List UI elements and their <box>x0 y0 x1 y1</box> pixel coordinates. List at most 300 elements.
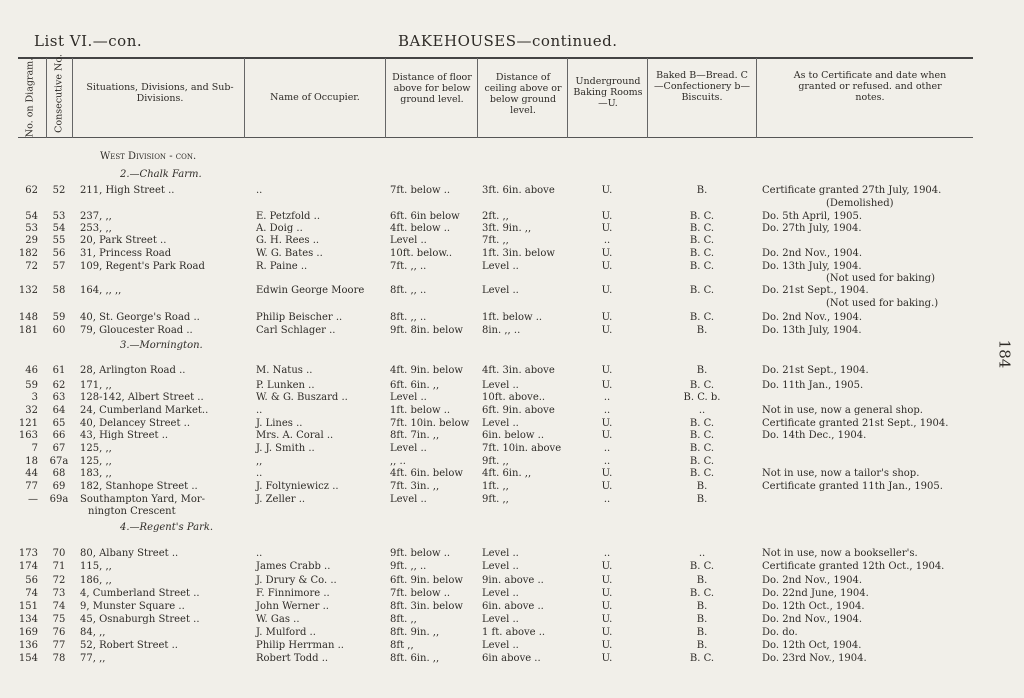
table-row <box>0 640 1024 653</box>
cell-diagram-no: 169 <box>18 627 38 638</box>
cell-underground: U. <box>601 575 613 586</box>
table-row <box>0 169 1024 182</box>
cell-baked: B. <box>696 575 708 586</box>
cell-ceiling-distance: Level .. <box>482 418 519 429</box>
cell-underground: U. <box>601 588 613 599</box>
cell-ceiling-distance: 9ft. ,, <box>482 494 509 505</box>
cell-diagram-no: 132 <box>18 285 38 296</box>
col-header-certificate: As to Certificate and date when granted or refused. and other notes. <box>793 70 947 103</box>
cell-diagram-no: 174 <box>18 561 38 572</box>
cell-ceiling-distance: Level .. <box>482 380 519 391</box>
cell-floor-distance: Level .. <box>390 443 427 454</box>
cell-diagram-no: 134 <box>18 614 38 625</box>
cell-diagram-no: 77 <box>25 481 38 492</box>
cell-certificate: Do. do. <box>762 627 798 638</box>
cell-floor-distance: 9ft. below .. <box>390 548 451 559</box>
cell-occupier: Mrs. A. Coral .. <box>256 430 334 441</box>
cell-baked: B. C. <box>689 443 715 454</box>
cell-certificate: Certificate granted 11th Jan., 1905. <box>762 481 943 492</box>
cell-underground: U. <box>601 430 613 441</box>
cell-diagram-no: 32 <box>25 405 38 416</box>
cell-occupier: .. <box>256 548 263 559</box>
table-row <box>0 298 1024 311</box>
table-row <box>0 443 1024 456</box>
table-row <box>0 506 1024 519</box>
table-row <box>0 285 1024 298</box>
cell-certificate: Do. 13th July, 1904. <box>762 261 862 272</box>
cell-underground: U. <box>601 248 613 259</box>
cell-occupier: John Werner .. <box>256 601 329 612</box>
cell-diagram-no: 59 <box>25 380 38 391</box>
cell-occupier: J. Zeller .. <box>256 494 306 505</box>
cell-occupier: A. Doig .. <box>256 223 303 234</box>
cell-ceiling-distance: Level .. <box>482 285 519 296</box>
cell-consecutive-no: 66 <box>52 430 66 441</box>
cell-baked: B. <box>696 481 708 492</box>
cell-baked: B. C. <box>689 653 715 664</box>
cell-consecutive-no: 55 <box>52 235 66 246</box>
cell-diagram-no: 3 <box>31 392 38 403</box>
cell-diagram-no: 181 <box>18 325 38 336</box>
cell-diagram-no: 74 <box>25 588 38 599</box>
cell-ceiling-distance: 6in above .. <box>482 653 541 664</box>
table-row <box>0 151 1024 164</box>
cell-ceiling-distance: 9ft. ,, <box>482 456 509 467</box>
cell-underground: .. <box>603 405 611 416</box>
cell-certificate: Do. 5th April, 1905. <box>762 211 863 222</box>
cell-occupier: M. Natus .. <box>256 365 313 376</box>
cell-consecutive-no: 70 <box>52 548 66 559</box>
cell-diagram-no: 136 <box>18 640 38 651</box>
cell-ceiling-distance: 4ft. 3in. above <box>482 365 555 376</box>
cell-underground: U. <box>601 601 613 612</box>
table-row <box>0 198 1024 211</box>
cell-occupier: James Crabb .. <box>256 561 331 572</box>
cell-floor-distance: 7ft. 3in. ,, <box>390 481 440 492</box>
cell-situation: 77, ,, <box>80 653 106 664</box>
cell-diagram-no: 62 <box>25 185 38 196</box>
cell-ceiling-distance: 6in. above .. <box>482 601 544 612</box>
cell-floor-distance: 10ft. below.. <box>390 248 453 259</box>
cell-certificate: Do. 2nd Nov., 1904. <box>762 248 862 259</box>
table-row <box>0 405 1024 418</box>
cell-diagram-no: 7 <box>31 443 38 454</box>
table-row <box>0 601 1024 614</box>
cell-situation: 9, Munster Square .. <box>80 601 185 612</box>
cell-floor-distance: 6ft. 6in. ,, <box>390 380 440 391</box>
cell-baked: B. C. <box>689 468 715 479</box>
cell-baked: B. C. <box>689 430 715 441</box>
cell-situation: 186, ,, <box>80 575 112 586</box>
cell-consecutive-no: 59 <box>52 312 66 323</box>
cell-ceiling-distance: 6ft. 9in. above <box>482 405 555 416</box>
cell-occupier: Robert Todd .. <box>256 653 329 664</box>
cell-underground: U. <box>601 481 613 492</box>
cell-floor-distance: Level .. <box>390 235 427 246</box>
table-row <box>0 392 1024 405</box>
cell-certificate: Certificate granted 12th Oct., 1904. <box>762 561 945 572</box>
cell-underground: U. <box>601 325 613 336</box>
cell-floor-distance: 9ft. 8in. below <box>390 325 463 336</box>
cell-situation: 31, Princess Road <box>80 248 172 259</box>
cell-diagram-no: 173 <box>18 548 38 559</box>
cell-situation: Southampton Yard, Mor- <box>80 494 206 505</box>
cell-certificate: Do. 11th Jan., 1905. <box>762 380 864 391</box>
cell-ceiling-distance: 7ft. 10in. above <box>482 443 562 454</box>
cell-occupier: J. Lines .. <box>256 418 303 429</box>
cell-occupier: Philip Herrman .. <box>256 640 344 651</box>
cell-diagram-no: 121 <box>18 418 38 429</box>
cell-floor-distance: 8ft. 9in. ,, <box>390 627 440 638</box>
cell-underground: .. <box>603 443 611 454</box>
cell-floor-distance: Level .. <box>390 494 427 505</box>
cell-baked: B. C. <box>689 380 715 391</box>
cell-ceiling-distance: 3ft. 9in. ,, <box>482 223 532 234</box>
cell-ceiling-distance: 6in. below .. <box>482 430 544 441</box>
cell-ceiling-distance: 10ft. above.. <box>482 392 546 403</box>
cell-consecutive-no: 65 <box>52 418 66 429</box>
cell-occupier: .. <box>256 468 263 479</box>
cell-certificate: Certificate granted 21st Sept., 1904. <box>762 418 949 429</box>
col-header-situation: Situations, Divisions, and Sub-Divisions. <box>86 82 234 104</box>
cell-baked: B. C. <box>689 261 715 272</box>
cell-diagram-no: 44 <box>25 468 38 479</box>
cell-baked: B. C. <box>689 223 715 234</box>
cell-occupier: W. & G. Buszard .. <box>256 392 348 403</box>
table-row <box>0 468 1024 481</box>
cell-situation: 183, ,, <box>80 468 112 479</box>
col-header-floor-distance: Distance of floor above for below ground level. <box>392 72 472 105</box>
cell-floor-distance: 8ft. 3in. below <box>390 601 463 612</box>
cell-ceiling-distance: 3ft. 6in. above <box>482 185 555 196</box>
cell-situation: 43, High Street .. <box>80 430 169 441</box>
cell-underground: .. <box>603 548 611 559</box>
cell-certificate: Do. 2nd Nov., 1904. <box>762 575 862 586</box>
cell-baked: B. C. <box>689 235 715 246</box>
table-row <box>0 653 1024 666</box>
cell-baked: B. C. <box>689 418 715 429</box>
page-number: 184 <box>995 339 1014 369</box>
cell-diagram-no: 29 <box>25 235 38 246</box>
cell-certificate: Not in use, now a general shop. <box>762 405 923 416</box>
cell-ceiling-distance: Level .. <box>482 261 519 272</box>
cell-certificate: Certificate granted 27th July, 1904. <box>762 185 942 196</box>
cell-situation: 182, Stanhope Street .. <box>80 481 198 492</box>
cell-baked: B. C. <box>689 312 715 323</box>
cell-baked: B. <box>696 185 708 196</box>
col-header-occupier: Name of Occupier. <box>270 92 360 103</box>
cell-underground: U. <box>601 185 613 196</box>
cell-floor-distance: 6ft. 6in below <box>390 211 460 222</box>
col-header-consecutive-no: Consecutive No. <box>53 54 65 133</box>
cell-ceiling-distance: Level .. <box>482 614 519 625</box>
cell-consecutive-no: 67 <box>52 443 66 454</box>
cell-situation: 115, ,, <box>80 561 112 572</box>
cell-diagram-no: 151 <box>18 601 38 612</box>
cell-consecutive-no: 67a <box>49 456 69 467</box>
cell-consecutive-no: 77 <box>52 640 66 651</box>
cell-diagram-no: 18 <box>25 456 38 467</box>
cell-floor-distance: 7ft. ,, .. <box>390 261 427 272</box>
cell-consecutive-no: 62 <box>52 380 66 391</box>
table-row <box>0 235 1024 248</box>
cell-consecutive-no: 54 <box>52 223 66 234</box>
cell-underground: U. <box>601 223 613 234</box>
cell-occupier: W. Gas .. <box>256 614 300 625</box>
cell-ceiling-distance: Level .. <box>482 640 519 651</box>
cell-underground: .. <box>603 235 611 246</box>
cell-floor-distance: 8ft. ,, .. <box>390 285 427 296</box>
cell-baked: B. <box>696 325 708 336</box>
cell-consecutive-no: 52 <box>52 185 66 196</box>
cell-underground: U. <box>601 261 613 272</box>
cell-underground: U. <box>601 561 613 572</box>
cell-underground: U. <box>601 468 613 479</box>
cell-floor-distance: 7ft. 10in. below <box>390 418 470 429</box>
cell-consecutive-no: 68 <box>52 468 66 479</box>
table-row <box>0 614 1024 627</box>
cell-floor-distance: 7ft. below .. <box>390 588 451 599</box>
cell-diagram-no: 53 <box>25 223 38 234</box>
cell-situation: 24, Cumberland Market.. <box>80 405 209 416</box>
cell-baked: B. C. <box>689 211 715 222</box>
cell-ceiling-distance: 8in. ,, .. <box>482 325 521 336</box>
cell-consecutive-no: 71 <box>52 561 66 572</box>
cell-ceiling-distance: 7ft. ,, <box>482 235 509 246</box>
cell-occupier: F. Finnimore .. <box>256 588 330 599</box>
cell-baked: B. <box>696 614 708 625</box>
cell-situation: 164, ,, ,, <box>80 285 122 296</box>
table-row <box>0 548 1024 561</box>
cell-consecutive-no: 69 <box>52 481 66 492</box>
cell-occupier: P. Lunken .. <box>256 380 315 391</box>
cell-underground: U. <box>601 640 613 651</box>
cell-certificate: Not in use, now a tailor's shop. <box>762 468 920 479</box>
table-row <box>0 365 1024 378</box>
cell-baked: B. <box>696 627 708 638</box>
cell-occupier: .. <box>256 185 263 196</box>
cell-floor-distance: 1ft. below .. <box>390 405 451 416</box>
col-header-baked: Baked B—Bread. C—Confectionery b—Biscuits. <box>654 70 750 103</box>
cell-situation: 28, Arlington Road .. <box>80 365 186 376</box>
cell-occupier: .. <box>256 405 263 416</box>
cell-consecutive-no: 69a <box>49 494 69 505</box>
cell-certificate: Do. 23rd Nov., 1904. <box>762 653 867 664</box>
cell-underground: .. <box>603 456 611 467</box>
table-row <box>0 340 1024 353</box>
cell-diagram-no: 56 <box>25 575 38 586</box>
cell-floor-distance: Level .. <box>390 392 427 403</box>
cell-consecutive-no: 63 <box>52 392 66 403</box>
table-row <box>0 481 1024 494</box>
cell-baked: B. C. <box>689 456 715 467</box>
cell-ceiling-distance: 9in. above .. <box>482 575 544 586</box>
cell-certificate: Do. 13th July, 1904. <box>762 325 862 336</box>
cell-consecutive-no: 57 <box>52 261 66 272</box>
cell-situation: 171, ,, <box>80 380 112 391</box>
cell-diagram-no: 148 <box>18 312 38 323</box>
cell-floor-distance: 7ft. below .. <box>390 185 451 196</box>
cell-consecutive-no: 60 <box>52 325 66 336</box>
cell-ceiling-distance: Level .. <box>482 548 519 559</box>
cell-floor-distance: 8ft. ,, .. <box>390 312 427 323</box>
cell-occupier: Carl Schlager .. <box>256 325 336 336</box>
cell-underground: U. <box>601 627 613 638</box>
cell-diagram-no: 54 <box>25 211 38 222</box>
table-row <box>0 522 1024 535</box>
page-title: BAKEHOUSES—continued. <box>398 32 618 50</box>
cell-ceiling-distance: 2ft. ,, <box>482 211 509 222</box>
cell-occupier: W. G. Bates .. <box>256 248 323 259</box>
cell-occupier: ,, <box>256 456 263 467</box>
cell-baked: B. <box>696 365 708 376</box>
table-row <box>0 575 1024 588</box>
cell-underground: U. <box>601 211 613 222</box>
table-row <box>0 627 1024 640</box>
cell-underground: U. <box>601 653 613 664</box>
cell-underground: U. <box>601 418 613 429</box>
cell-situation: 80, Albany Street .. <box>80 548 179 559</box>
cell-floor-distance: 8ft. ,, <box>390 614 417 625</box>
cell-situation: 109, Regent's Park Road <box>80 261 205 272</box>
cell-diagram-no: 72 <box>25 261 38 272</box>
cell-occupier: Philip Beischer .. <box>256 312 343 323</box>
cell-situation: 128-142, Albert Street .. <box>80 392 204 403</box>
cell-certificate: Do. 2nd Nov., 1904. <box>762 312 862 323</box>
cell-certificate: Do. 2nd Nov., 1904. <box>762 614 862 625</box>
cell-certificate-note: (Not used for baking) <box>826 273 935 284</box>
cell-floor-distance: 6ft. 9in. below <box>390 575 463 586</box>
cell-baked: B. <box>696 494 708 505</box>
subsection-heading: 3.—Mornington. <box>120 340 203 351</box>
cell-situation: 211, High Street .. <box>80 185 175 196</box>
cell-certificate: Do. 21st Sept., 1904. <box>762 365 869 376</box>
cell-certificate: Do. 22nd June, 1904. <box>762 588 869 599</box>
cell-underground: U. <box>601 285 613 296</box>
cell-situation: 253, ,, <box>80 223 112 234</box>
cell-situation: 52, Robert Street .. <box>80 640 178 651</box>
cell-floor-distance: 8ft. 7in. ,, <box>390 430 440 441</box>
cell-underground: U. <box>601 380 613 391</box>
table-row <box>0 185 1024 198</box>
cell-situation: 84, ,, <box>80 627 106 638</box>
cell-situation: 79, Gloucester Road .. <box>80 325 193 336</box>
cell-underground: U. <box>601 614 613 625</box>
cell-occupier: Edwin George Moore <box>256 285 365 296</box>
section-heading: West Division - con. <box>100 151 197 162</box>
cell-situation: 4, Cumberland Street .. <box>80 588 200 599</box>
cell-diagram-no: 182 <box>18 248 38 259</box>
table-row <box>0 430 1024 443</box>
cell-consecutive-no: 74 <box>52 601 66 612</box>
cell-diagram-no: 163 <box>18 430 38 441</box>
cell-certificate: Do. 21st Sept., 1904. <box>762 285 869 296</box>
cell-situation: 125, ,, <box>80 456 112 467</box>
cell-occupier: J. Drury & Co. .. <box>256 575 337 586</box>
cell-ceiling-distance: 4ft. 6in. ,, <box>482 468 532 479</box>
table-row <box>0 325 1024 338</box>
cell-situation: 40, Delancey Street .. <box>80 418 191 429</box>
cell-certificate: Do. 27th July, 1904. <box>762 223 862 234</box>
cell-consecutive-no: 73 <box>52 588 66 599</box>
cell-underground: U. <box>601 365 613 376</box>
cell-occupier: J. Foltyniewicz .. <box>256 481 339 492</box>
cell-consecutive-no: 58 <box>52 285 66 296</box>
cell-floor-distance: 8ft ,, <box>390 640 414 651</box>
cell-occupier: E. Petzfold .. <box>256 211 320 222</box>
cell-underground: .. <box>603 392 611 403</box>
col-header-underground: Underground Baking Rooms—U. <box>573 76 643 109</box>
cell-consecutive-no: 75 <box>52 614 66 625</box>
table-row <box>0 312 1024 325</box>
cell-floor-distance: 9ft. ,, .. <box>390 561 427 572</box>
col-header-ceiling-distance: Distance of ceiling above or below ground level. <box>484 72 562 116</box>
cell-consecutive-no: 72 <box>52 575 66 586</box>
subsection-heading: 2.—Chalk Farm. <box>120 169 202 180</box>
cell-certificate: Do. 14th Dec., 1904. <box>762 430 867 441</box>
cell-underground: .. <box>603 494 611 505</box>
cell-consecutive-no: 76 <box>52 627 66 638</box>
cell-baked: B. C. <box>689 588 715 599</box>
cell-occupier: R. Paine .. <box>256 261 308 272</box>
table-row <box>0 248 1024 261</box>
cell-ceiling-distance: 1ft. 3in. below <box>482 248 555 259</box>
cell-underground: U. <box>601 312 613 323</box>
cell-certificate-note: (Not used for baking.) <box>826 298 939 309</box>
cell-ceiling-distance: Level .. <box>482 561 519 572</box>
cell-occupier: J. J. Smith .. <box>256 443 315 454</box>
cell-consecutive-no: 64 <box>52 405 66 416</box>
cell-ceiling-distance: 1 ft. above .. <box>482 627 546 638</box>
cell-diagram-no: 154 <box>18 653 38 664</box>
cell-floor-distance: 8ft. 6in. ,, <box>390 653 440 664</box>
cell-situation: 125, ,, <box>80 443 112 454</box>
cell-consecutive-no: 78 <box>52 653 66 664</box>
cell-certificate-note: (Demolished) <box>826 198 894 209</box>
cell-ceiling-distance: 1ft. ,, <box>482 481 509 492</box>
cell-baked: B. <box>696 640 708 651</box>
cell-occupier: J. Mulford .. <box>256 627 316 638</box>
cell-certificate: Do. 12th Oct, 1904. <box>762 640 862 651</box>
cell-diagram-no: — <box>28 494 38 505</box>
cell-baked: B. C. b. <box>683 392 721 403</box>
list-label: List VI.—con. <box>34 32 143 50</box>
cell-situation: 45, Osnaburgh Street .. <box>80 614 200 625</box>
cell-ceiling-distance: 1ft. below .. <box>482 312 543 323</box>
cell-consecutive-no: 61 <box>52 365 66 376</box>
cell-baked: .. <box>698 405 706 416</box>
cell-ceiling-distance: Level .. <box>482 588 519 599</box>
cell-situation: nington Crescent <box>88 506 176 517</box>
cell-floor-distance: ,, .. <box>390 456 406 467</box>
cell-baked: B. C. <box>689 248 715 259</box>
cell-baked: B. C. <box>689 285 715 296</box>
cell-consecutive-no: 53 <box>52 211 66 222</box>
cell-baked: B. <box>696 601 708 612</box>
cell-floor-distance: 4ft. 6in. below <box>390 468 463 479</box>
cell-floor-distance: 4ft. below .. <box>390 223 451 234</box>
cell-situation: 20, Park Street .. <box>80 235 167 246</box>
cell-diagram-no: 46 <box>25 365 38 376</box>
cell-certificate: Not in use, now a bookseller's. <box>762 548 918 559</box>
cell-baked: B. C. <box>689 561 715 572</box>
cell-certificate: Do. 12th Oct., 1904. <box>762 601 865 612</box>
subsection-heading: 4.—Regent's Park. <box>120 522 214 533</box>
cell-consecutive-no: 56 <box>52 248 66 259</box>
table-row <box>0 561 1024 574</box>
cell-baked: .. <box>698 548 706 559</box>
cell-floor-distance: 4ft. 9in. below <box>390 365 463 376</box>
